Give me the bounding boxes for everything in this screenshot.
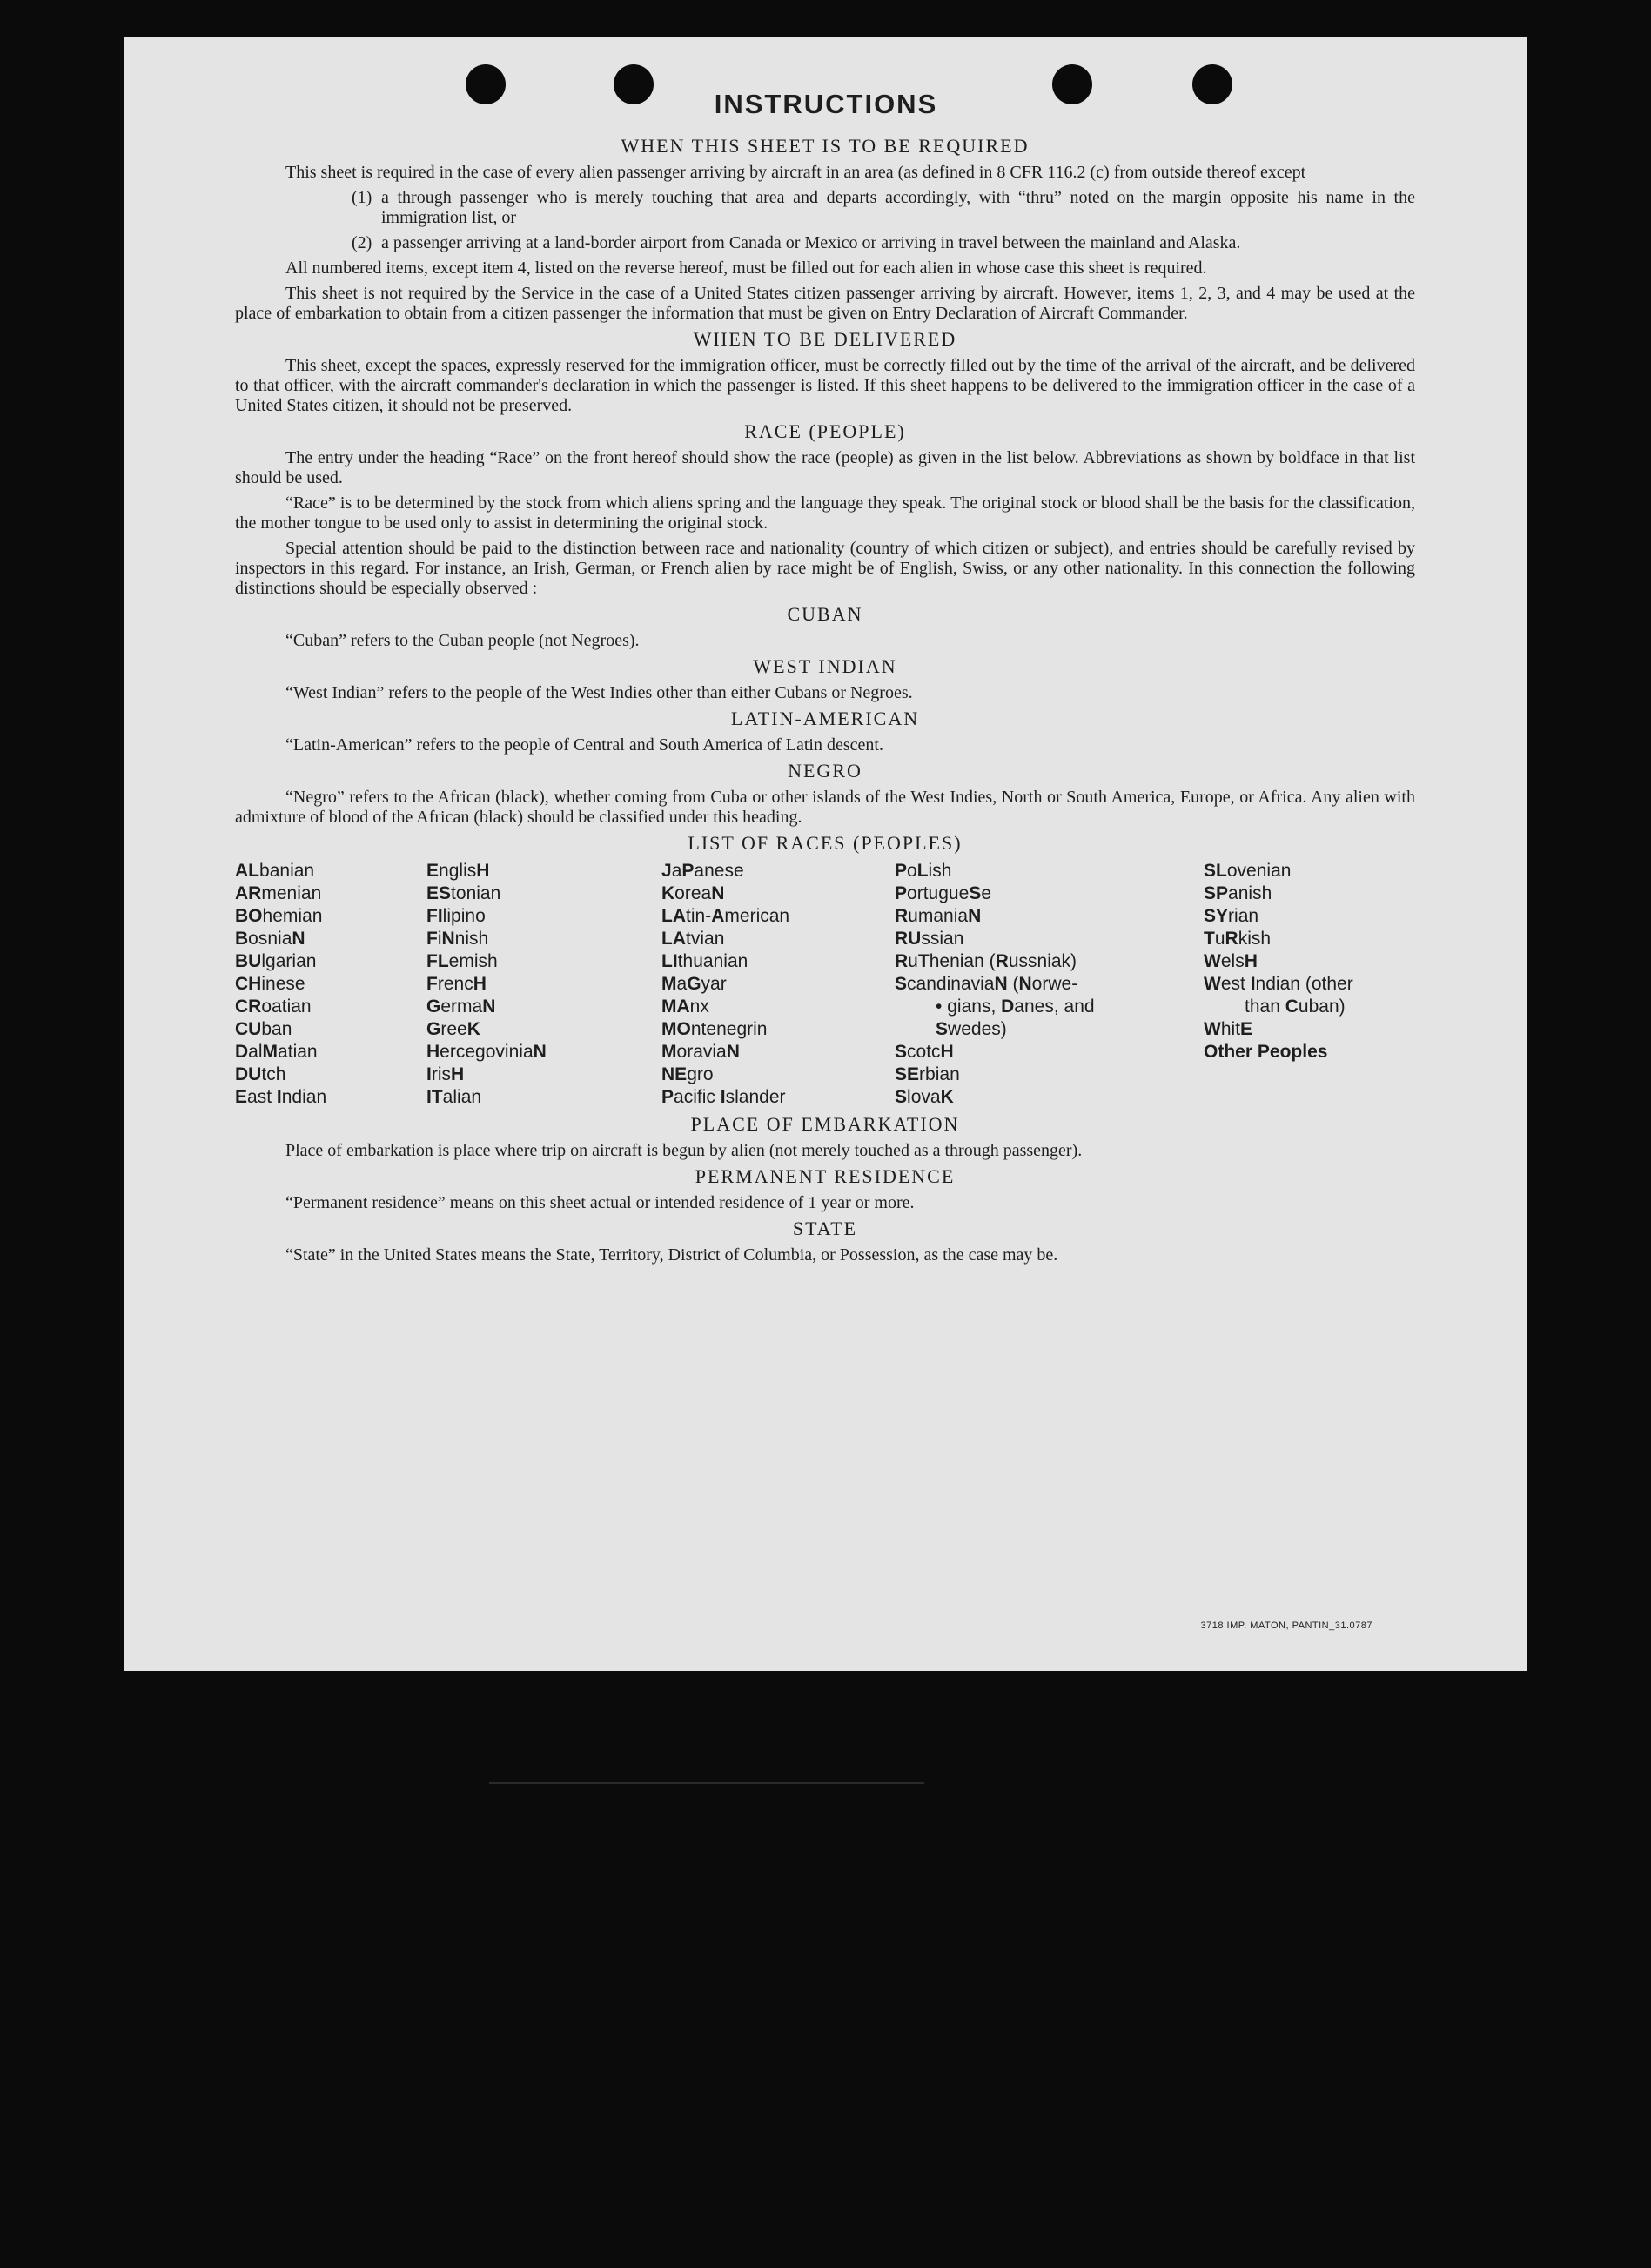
instruction-sheet [124, 37, 1527, 1671]
section-heading-delivered: WHEN TO BE DELIVERED [693, 328, 957, 350]
race-entry: HercegoviniaN [426, 1042, 547, 1062]
race-entry: SErbian [895, 1064, 960, 1084]
section-heading-west-indian: WEST INDIAN [753, 655, 897, 677]
race-entry: DalMatian [235, 1042, 318, 1062]
race-entry: ARmenian [235, 883, 322, 903]
race-entry: LIthuanian [661, 951, 748, 971]
race-entry: PoLish [895, 861, 952, 881]
race-entry: RumaniaN [895, 906, 982, 926]
race-entry: IrisH [426, 1064, 465, 1084]
paragraph: This sheet is not required by the Service in the case of a United States citizen passenger arriving by aircraft. However, items 1, 2, 3, and 4 may be used at the place of embarkation to obtain from a citizen passenger the information that must be given on Entry Declaration of Aircraft Commander. [235, 284, 1415, 323]
instructions-body [235, 131, 1415, 1271]
race-entry: ScandinaviaN (Norwe- [895, 974, 1078, 994]
race-entry: NEgro [661, 1064, 714, 1084]
race-entry: RUssian [895, 929, 964, 949]
race-entry: DUtch [235, 1064, 286, 1084]
item-text: a through passenger who is merely touching that area and departs accordingly, with “thru” noted on the margin opposite his name in the immigration list, or [381, 188, 1415, 227]
list-item [352, 233, 1415, 253]
race-entry: RuThenian (Russniak) [895, 951, 1077, 971]
item-number: (1) [352, 188, 372, 207]
races-list [235, 860, 1415, 1109]
race-entry: PortugueSe [895, 883, 991, 903]
race-entry: MaGyar [661, 974, 727, 994]
race-entry: SPanish [1204, 883, 1272, 903]
item-number: (2) [352, 233, 372, 252]
races-column [661, 860, 895, 1109]
race-entry: FLemish [426, 951, 498, 971]
race-entry: Other Peoples [1204, 1042, 1328, 1062]
race-entry: SlovaK [895, 1087, 954, 1107]
race-entry: MoraviaN [661, 1042, 740, 1062]
paragraph: “Race” is to be determined by the stock from which aliens spring and the language they speak. The original stock or blood shall be the basis for the classification, the mother tongue to be used only to assist in determining the original stock. [235, 493, 1415, 533]
race-entry: LAtin-American [661, 906, 790, 926]
race-entry: MAnx [661, 996, 709, 1017]
races-column [235, 860, 426, 1109]
paragraph: “West Indian” refers to the people of the West Indies other than either Cubans or Negroes. [285, 683, 913, 702]
paragraph: All numbered items, except item 4, listed on the reverse hereof, must be filled out for each alien in whose case this sheet is required. [285, 258, 1207, 278]
printer-mark: 3718 IMP. MATON, PANTIN_31.0787 [1200, 1620, 1372, 1631]
races-column [426, 860, 661, 1109]
race-entry: WelsH [1204, 951, 1258, 971]
race-entry: West Indian (other [1204, 974, 1353, 994]
race-entry: EnglisH [426, 861, 490, 881]
paragraph: The entry under the heading “Race” on the front hereof should show the race (people) as given in the list below. Abbreviations as shown by boldface in that list should be used. [235, 448, 1415, 487]
section-heading-residence: PERMANENT RESIDENCE [695, 1165, 956, 1187]
paragraph: “Permanent residence” means on this sheet actual or intended residence of 1 year or more. [285, 1193, 915, 1212]
race-entry: ScotcH [895, 1042, 954, 1062]
section-heading-races: LIST OF RACES (PEOPLES) [688, 832, 963, 854]
item-text: a passenger arriving at a land-border airport from Canada or Mexico or arriving in travel between the mainland and Alaska. [381, 233, 1241, 252]
race-entry: ALbanian [235, 861, 315, 881]
paragraph: “State” in the United States means the State, Territory, District of Columbia, or Possession, as the case may be. [285, 1245, 1058, 1265]
race-entry: CRoatian [235, 996, 312, 1017]
race-entry: WhitE [1204, 1019, 1253, 1039]
race-entry: SLovenian [1204, 861, 1292, 881]
paragraph: “Cuban” refers to the Cuban people (not Negroes). [285, 631, 640, 650]
race-entry: GreeK [426, 1019, 480, 1039]
divider-line [489, 1782, 924, 1784]
races-column [1204, 860, 1415, 1109]
race-entry: GermaN [426, 996, 496, 1017]
race-entry: TuRkish [1204, 929, 1272, 949]
page-title: INSTRUCTIONS [714, 89, 938, 119]
race-entry: KoreaN [661, 883, 725, 903]
section-heading-cuban: CUBAN [787, 603, 863, 625]
race-entry: CHinese [235, 974, 305, 994]
race-entry: SYrian [1204, 906, 1259, 926]
race-entry: • gians, Danes, and [936, 996, 1095, 1017]
race-entry: than Cuban) [1245, 996, 1346, 1017]
section-heading-negro: NEGRO [788, 760, 862, 782]
race-entry: BosniaN [235, 929, 305, 949]
race-entry: FrencH [426, 974, 487, 994]
paragraph: “Negro” refers to the African (black), whether coming from Cuba or other islands of the West Indies, North or South America, Europe, or Africa. Any alien with admixture of blood of the African (black) should be classified under this heading. [235, 788, 1415, 827]
race-entry: FiNnish [426, 929, 489, 949]
paragraph: Special attention should be paid to the distinction between race and nationality (country of which citizen or subject), and entries should be carefully revised by inspectors in this regard. For instance, an Irish, German, or French alien by race might be of English, Swiss, or any other nationality. In this connection the following distinctions should be especially observed : [235, 539, 1415, 598]
race-entry: EStonian [426, 883, 501, 903]
race-entry: Swedes) [936, 1019, 1007, 1039]
race-entry: ITalian [426, 1087, 482, 1107]
paragraph: “Latin-American” refers to the people of Central and South America of Latin descent. [285, 735, 883, 755]
race-entry: East Indian [235, 1087, 327, 1107]
races-column [895, 860, 1204, 1109]
race-entry: FIlipino [426, 906, 486, 926]
paragraph: This sheet is required in the case of every alien passenger arriving by aircraft in an area (as defined in 8 CFR 116.2 (c) from outside thereof except [285, 163, 1306, 182]
section-heading-state: STATE [792, 1218, 858, 1239]
paragraph: This sheet, except the spaces, expressly reserved for the immigration officer, must be correctly filled out by the time of the arrival of the aircraft, and be delivered to that officer, with the aircraft commander's declaration in which the passenger is listed. If this sheet happens to be delivered to the immigration officer in the case of a United States citizen, it should not be preserved. [235, 356, 1415, 415]
race-entry: CUban [235, 1019, 292, 1039]
section-heading-embarkation: PLACE OF EMBARKATION [690, 1113, 960, 1135]
race-entry: Pacific Islander [661, 1087, 786, 1107]
list-item [352, 188, 1415, 228]
section-heading-latin-american: LATIN-AMERICAN [730, 708, 920, 729]
race-entry: LAtvian [661, 929, 725, 949]
race-entry: BOhemian [235, 906, 323, 926]
section-heading-race: RACE (PEOPLE) [744, 420, 906, 442]
section-heading-required: WHEN THIS SHEET IS TO BE REQUIRED [621, 135, 1030, 157]
race-entry: JaPanese [661, 861, 744, 881]
race-entry: BUlgarian [235, 951, 317, 971]
race-entry: MOntenegrin [661, 1019, 768, 1039]
paragraph: Place of embarkation is place where trip on aircraft is begun by alien (not merely touched as a through passenger). [285, 1141, 1083, 1160]
